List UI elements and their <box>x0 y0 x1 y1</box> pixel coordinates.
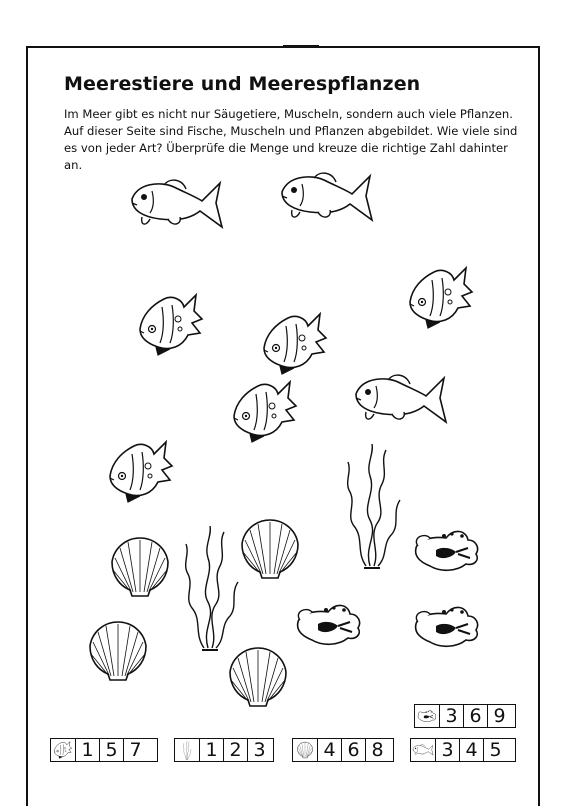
fish-option[interactable]: 5 <box>489 738 502 761</box>
scallop-shell-drawing <box>242 520 298 578</box>
angelfish-drawing <box>140 295 202 355</box>
instruction-line: Im Meer gibt es nicht nur Säugetiere, Muscheln, sondern auch viele Pflanzen. <box>64 107 513 121</box>
fish-option[interactable]: 4 <box>460 739 484 761</box>
snail-answer-box <box>414 704 516 728</box>
sea-snail-icon <box>415 705 440 727</box>
fish-drawing <box>356 375 446 422</box>
seaweed-drawing <box>186 526 238 650</box>
instruction-line: es von jeder Art? Überprüfe die Menge und kreuze die richtige Zahl dahinter <box>64 141 508 155</box>
sea-snail-drawing <box>416 531 478 570</box>
sea-snail-drawing <box>416 607 478 646</box>
angelfish-drawing <box>234 382 296 442</box>
worksheet-title: Meerestiere und Meerespflanzen <box>64 73 421 95</box>
snail-option[interactable]: 9 <box>493 704 506 727</box>
fish-answer-box <box>410 738 516 762</box>
seaweed-icon <box>175 739 200 761</box>
scallop-shell-drawing <box>90 622 146 680</box>
angelfish-drawing <box>110 442 172 502</box>
angelfish-drawing <box>410 268 472 328</box>
angelfish-drawing <box>264 314 326 374</box>
seaweed-drawing <box>348 444 400 568</box>
fish-drawing <box>132 180 222 227</box>
angelfish-option[interactable]: 5 <box>100 739 124 761</box>
instruction-line: an. <box>64 158 83 172</box>
seaweed-option[interactable]: 1 <box>200 739 224 761</box>
fish-icon <box>411 739 436 761</box>
shell-option[interactable]: 4 <box>318 739 342 761</box>
snail-option[interactable]: 6 <box>464 705 488 727</box>
shell-option[interactable]: 8 <box>371 738 384 761</box>
seaweed-option[interactable]: 2 <box>224 739 248 761</box>
instruction-line: Auf dieser Seite sind Fische, Muscheln und Pflanzen abgebildet. Wie viele sind <box>64 124 518 138</box>
seaweed-option[interactable]: 3 <box>253 738 266 761</box>
shell-option[interactable]: 6 <box>342 739 366 761</box>
fish-drawing <box>282 173 372 220</box>
seaweed-answer-box <box>174 738 274 762</box>
shell-answer-box <box>292 738 394 762</box>
angelfish-answer-box <box>50 738 158 762</box>
angelfish-option[interactable]: 1 <box>76 739 100 761</box>
scallop-shell-drawing <box>112 538 168 596</box>
angelfish-option[interactable]: 7 <box>129 738 142 761</box>
angelfish-icon <box>51 739 76 761</box>
scallop-shell-icon <box>293 739 318 761</box>
sea-snail-drawing <box>298 605 360 644</box>
snail-option[interactable]: 3 <box>440 705 464 727</box>
fish-option[interactable]: 3 <box>436 739 460 761</box>
scallop-shell-drawing <box>230 648 286 706</box>
